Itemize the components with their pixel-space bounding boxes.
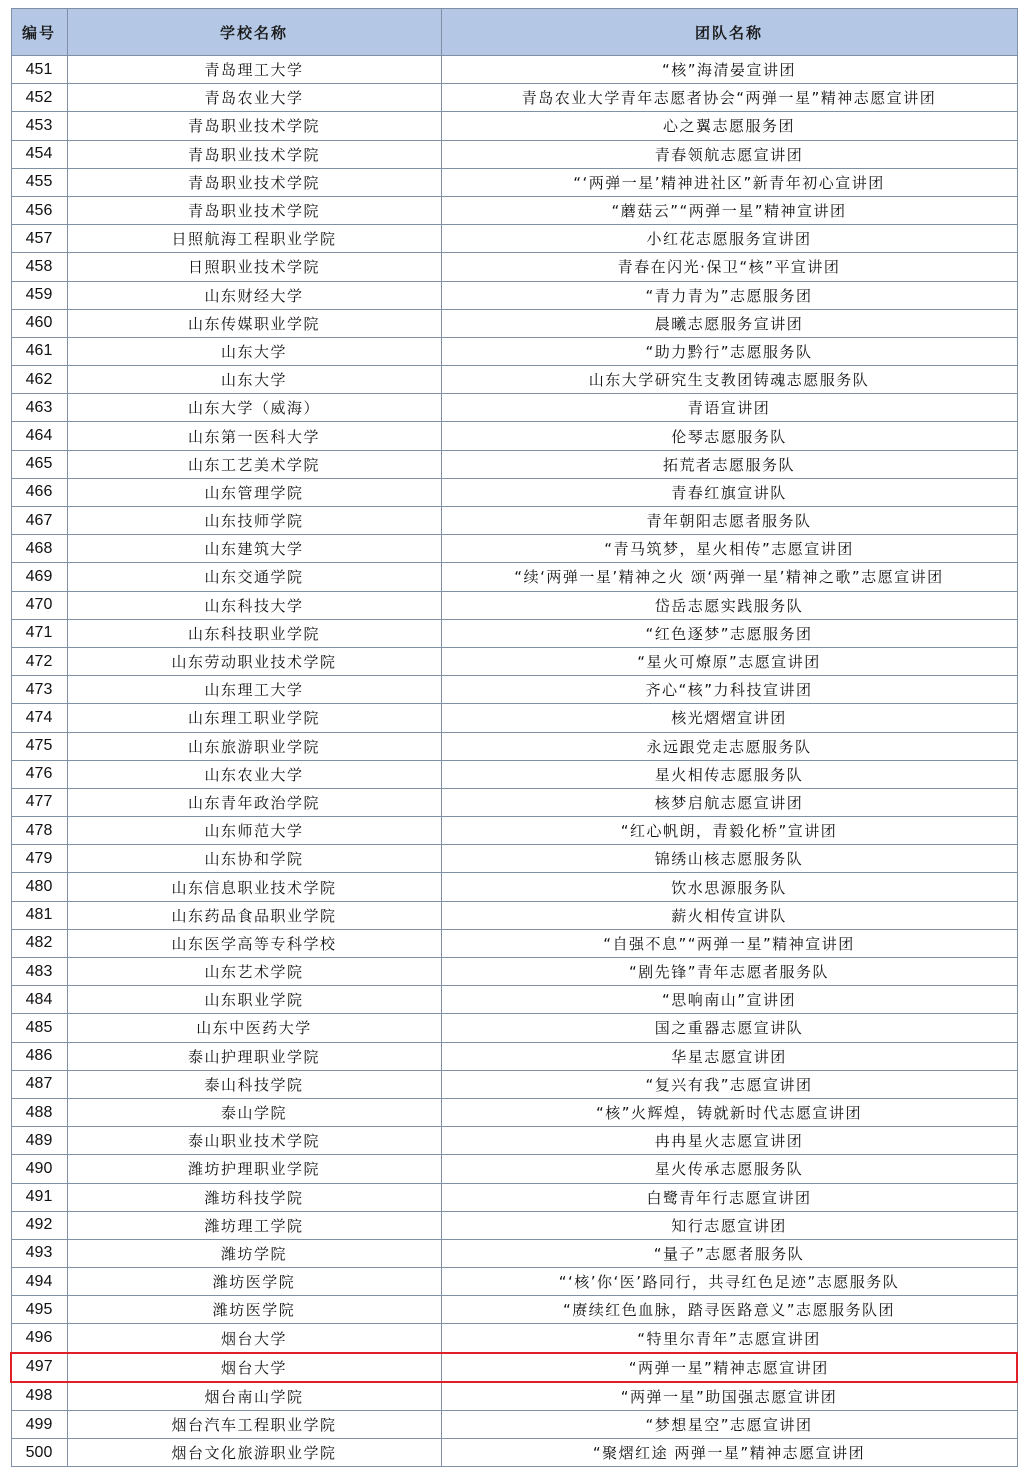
- table-row: [11, 1070, 1017, 1098]
- cell-id: 490: [11, 1155, 67, 1183]
- table-row: [11, 168, 1017, 196]
- cell-team-name: “红心帆朗，青毅化桥”宣讲团: [441, 817, 1017, 845]
- table-row: [11, 845, 1017, 873]
- table-row: [11, 394, 1017, 422]
- cell-id: 471: [11, 619, 67, 647]
- table-row: [11, 507, 1017, 535]
- table-row: [11, 958, 1017, 986]
- table-row: [11, 56, 1017, 84]
- cell-id: 484: [11, 986, 67, 1014]
- cell-school-name: 山东职业学院: [67, 986, 441, 1014]
- cell-id: 461: [11, 337, 67, 365]
- cell-team-name: 华星志愿宣讲团: [441, 1042, 1017, 1070]
- cell-id: 499: [11, 1411, 67, 1439]
- table-row: [11, 309, 1017, 337]
- cell-school-name: 山东建筑大学: [67, 535, 441, 563]
- cell-team-name: “赓续红色血脉，踏寻医路意义”志愿服务队团: [441, 1296, 1017, 1324]
- cell-id: 454: [11, 140, 67, 168]
- cell-id: 479: [11, 845, 67, 873]
- table-row: [11, 732, 1017, 760]
- cell-team-name: 锦绣山核志愿服务队: [441, 845, 1017, 873]
- cell-school-name: 山东劳动职业技术学院: [67, 647, 441, 675]
- cell-id: 469: [11, 563, 67, 591]
- cell-school-name: 日照航海工程职业学院: [67, 225, 441, 253]
- cell-school-name: 烟台大学: [67, 1324, 441, 1353]
- cell-school-name: 潍坊科技学院: [67, 1183, 441, 1211]
- cell-team-name: “‘核’你‘医’路同行，共寻红色足迹”志愿服务队: [441, 1268, 1017, 1296]
- cell-team-name: 青春红旗宣讲队: [441, 478, 1017, 506]
- table-row: [11, 563, 1017, 591]
- cell-id: 500: [11, 1439, 67, 1467]
- cell-team-name: 齐心“核”力科技宣讲团: [441, 676, 1017, 704]
- cell-team-name: 心之翼志愿服务团: [441, 112, 1017, 140]
- cell-team-name: “剧先锋”青年志愿者服务队: [441, 958, 1017, 986]
- cell-school-name: 山东药品食品职业学院: [67, 901, 441, 929]
- cell-id: 466: [11, 478, 67, 506]
- cell-school-name: 山东农业大学: [67, 760, 441, 788]
- cell-school-name: 烟台汽车工程职业学院: [67, 1411, 441, 1439]
- cell-school-name: 山东财经大学: [67, 281, 441, 309]
- table-row: [11, 1268, 1017, 1296]
- cell-id: 494: [11, 1268, 67, 1296]
- cell-team-name: 星火相传志愿服务队: [441, 760, 1017, 788]
- cell-team-name: “聚熠红途 两弹一星”精神志愿宣讲团: [441, 1439, 1017, 1467]
- cell-team-name: 青语宣讲团: [441, 394, 1017, 422]
- table-row: [11, 1014, 1017, 1042]
- table-row: [11, 1439, 1017, 1467]
- table-body: [11, 56, 1017, 1467]
- cell-school-name: 山东交通学院: [67, 563, 441, 591]
- cell-team-name: 核光熠熠宣讲团: [441, 704, 1017, 732]
- cell-team-name: “续‘两弹一星’精神之火 颂‘两弹一星’精神之歌”志愿宣讲团: [441, 563, 1017, 591]
- header-id: 编号: [11, 9, 67, 56]
- table-row: [11, 253, 1017, 281]
- header-team-name: 团队名称: [441, 9, 1017, 56]
- cell-team-name: 薪火相传宣讲队: [441, 901, 1017, 929]
- cell-id: 473: [11, 676, 67, 704]
- table-row: [11, 112, 1017, 140]
- table-row: [11, 366, 1017, 394]
- cell-id: 482: [11, 929, 67, 957]
- cell-id: 481: [11, 901, 67, 929]
- cell-id: 464: [11, 422, 67, 450]
- cell-id: 470: [11, 591, 67, 619]
- cell-school-name: 青岛职业技术学院: [67, 168, 441, 196]
- table-row: [11, 901, 1017, 929]
- cell-id: 472: [11, 647, 67, 675]
- cell-school-name: 潍坊理工学院: [67, 1211, 441, 1239]
- cell-team-name: “特里尔青年”志愿宣讲团: [441, 1324, 1017, 1353]
- cell-team-name: 知行志愿宣讲团: [441, 1211, 1017, 1239]
- cell-school-name: 山东青年政治学院: [67, 788, 441, 816]
- cell-team-name: “复兴有我”志愿宣讲团: [441, 1070, 1017, 1098]
- cell-school-name: 烟台大学: [67, 1353, 441, 1382]
- table-row: [11, 1211, 1017, 1239]
- cell-id: 452: [11, 84, 67, 112]
- table-row: [11, 1382, 1017, 1411]
- cell-school-name: 日照职业技术学院: [67, 253, 441, 281]
- cell-school-name: 山东科技大学: [67, 591, 441, 619]
- cell-school-name: 泰山科技学院: [67, 1070, 441, 1098]
- cell-school-name: 青岛职业技术学院: [67, 140, 441, 168]
- cell-id: 476: [11, 760, 67, 788]
- table-row-highlighted: [11, 1353, 1017, 1382]
- cell-school-name: 山东理工大学: [67, 676, 441, 704]
- cell-team-name: 岱岳志愿实践服务队: [441, 591, 1017, 619]
- cell-team-name: 晨曦志愿服务宣讲团: [441, 309, 1017, 337]
- cell-school-name: 青岛理工大学: [67, 56, 441, 84]
- cell-team-name: “助力黔行”志愿服务队: [441, 337, 1017, 365]
- table-row: [11, 1155, 1017, 1183]
- table-row: [11, 1296, 1017, 1324]
- cell-school-name: 青岛职业技术学院: [67, 196, 441, 224]
- cell-id: 459: [11, 281, 67, 309]
- cell-team-name: “青力青为”志愿服务团: [441, 281, 1017, 309]
- cell-school-name: 山东艺术学院: [67, 958, 441, 986]
- table-row: [11, 450, 1017, 478]
- cell-school-name: 山东协和学院: [67, 845, 441, 873]
- table-row: [11, 535, 1017, 563]
- table-row: [11, 1239, 1017, 1267]
- table-row: [11, 225, 1017, 253]
- cell-school-name: 山东工艺美术学院: [67, 450, 441, 478]
- cell-team-name: 青岛农业大学青年志愿者协会“两弹一星”精神志愿宣讲团: [441, 84, 1017, 112]
- cell-team-name: 饮水思源服务队: [441, 873, 1017, 901]
- cell-id: 492: [11, 1211, 67, 1239]
- cell-school-name: 山东信息职业技术学院: [67, 873, 441, 901]
- cell-team-name: 冉冉星火志愿宣讲团: [441, 1127, 1017, 1155]
- cell-school-name: 山东传媒职业学院: [67, 309, 441, 337]
- cell-school-name: 山东技师学院: [67, 507, 441, 535]
- header-school-name: 学校名称: [67, 9, 441, 56]
- cell-id: 486: [11, 1042, 67, 1070]
- cell-team-name: “梦想星空”志愿宣讲团: [441, 1411, 1017, 1439]
- table-header: [11, 9, 1017, 56]
- cell-id: 488: [11, 1098, 67, 1126]
- table-row: [11, 1183, 1017, 1211]
- cell-team-name: 拓荒者志愿服务队: [441, 450, 1017, 478]
- cell-team-name: 伦琴志愿服务队: [441, 422, 1017, 450]
- cell-id: 478: [11, 817, 67, 845]
- cell-id: 457: [11, 225, 67, 253]
- cell-id: 498: [11, 1382, 67, 1411]
- cell-school-name: 山东医学高等专科学校: [67, 929, 441, 957]
- table-row: [11, 676, 1017, 704]
- cell-school-name: 青岛农业大学: [67, 84, 441, 112]
- cell-school-name: 山东师范大学: [67, 817, 441, 845]
- table-row: [11, 196, 1017, 224]
- cell-team-name: “‘两弹一星’精神进社区”新青年初心宣讲团: [441, 168, 1017, 196]
- cell-team-name: “红色逐梦”志愿服务团: [441, 619, 1017, 647]
- cell-team-name: 青春在闪光·保卫“核”平宣讲团: [441, 253, 1017, 281]
- cell-school-name: 山东科技职业学院: [67, 619, 441, 647]
- cell-school-name: 山东大学: [67, 366, 441, 394]
- table-row: [11, 619, 1017, 647]
- cell-school-name: 烟台文化旅游职业学院: [67, 1439, 441, 1467]
- cell-id: 474: [11, 704, 67, 732]
- table-row: [11, 986, 1017, 1014]
- cell-id: 467: [11, 507, 67, 535]
- cell-id: 456: [11, 196, 67, 224]
- cell-team-name: 白鹭青年行志愿宣讲团: [441, 1183, 1017, 1211]
- table-row: [11, 873, 1017, 901]
- cell-id: 489: [11, 1127, 67, 1155]
- header-row: [11, 9, 1017, 56]
- table-row: [11, 84, 1017, 112]
- team-list-table: [10, 8, 1018, 1467]
- cell-school-name: 山东旅游职业学院: [67, 732, 441, 760]
- table-row: [11, 760, 1017, 788]
- cell-id: 477: [11, 788, 67, 816]
- cell-id: 497: [11, 1353, 67, 1382]
- cell-team-name: “两弹一星”助国强志愿宣讲团: [441, 1382, 1017, 1411]
- cell-school-name: 泰山学院: [67, 1098, 441, 1126]
- cell-school-name: 青岛职业技术学院: [67, 112, 441, 140]
- cell-id: 460: [11, 309, 67, 337]
- cell-team-name: 核梦启航志愿宣讲团: [441, 788, 1017, 816]
- cell-id: 462: [11, 366, 67, 394]
- table-row: [11, 1411, 1017, 1439]
- cell-school-name: 山东理工职业学院: [67, 704, 441, 732]
- cell-id: 455: [11, 168, 67, 196]
- cell-id: 451: [11, 56, 67, 84]
- cell-id: 483: [11, 958, 67, 986]
- cell-team-name: “星火可燎原”志愿宣讲团: [441, 647, 1017, 675]
- cell-school-name: 山东大学（威海）: [67, 394, 441, 422]
- cell-id: 468: [11, 535, 67, 563]
- cell-team-name: “核”火辉煌，铸就新时代志愿宣讲团: [441, 1098, 1017, 1126]
- table-row: [11, 704, 1017, 732]
- table-row: [11, 817, 1017, 845]
- cell-team-name: “量子”志愿者服务队: [441, 1239, 1017, 1267]
- cell-team-name: “两弹一星”精神志愿宣讲团: [441, 1353, 1017, 1382]
- table-row: [11, 422, 1017, 450]
- cell-school-name: 潍坊医学院: [67, 1268, 441, 1296]
- cell-id: 491: [11, 1183, 67, 1211]
- cell-school-name: 山东管理学院: [67, 478, 441, 506]
- table-row: [11, 478, 1017, 506]
- cell-team-name: 永远跟党走志愿服务队: [441, 732, 1017, 760]
- cell-school-name: 潍坊护理职业学院: [67, 1155, 441, 1183]
- cell-team-name: “思响南山”宣讲团: [441, 986, 1017, 1014]
- table-row: [11, 1098, 1017, 1126]
- cell-team-name: 小红花志愿服务宣讲团: [441, 225, 1017, 253]
- table-row: [11, 1127, 1017, 1155]
- cell-id: 480: [11, 873, 67, 901]
- cell-team-name: 山东大学研究生支教团铸魂志愿服务队: [441, 366, 1017, 394]
- cell-team-name: 星火传承志愿服务队: [441, 1155, 1017, 1183]
- cell-id: 458: [11, 253, 67, 281]
- cell-school-name: 泰山职业技术学院: [67, 1127, 441, 1155]
- cell-school-name: 山东大学: [67, 337, 441, 365]
- cell-team-name: 青年朝阳志愿者服务队: [441, 507, 1017, 535]
- cell-id: 493: [11, 1239, 67, 1267]
- cell-school-name: 山东中医药大学: [67, 1014, 441, 1042]
- cell-id: 463: [11, 394, 67, 422]
- cell-school-name: 潍坊医学院: [67, 1296, 441, 1324]
- table-row: [11, 281, 1017, 309]
- cell-id: 496: [11, 1324, 67, 1353]
- table-row: [11, 647, 1017, 675]
- table-row: [11, 1042, 1017, 1070]
- cell-school-name: 泰山护理职业学院: [67, 1042, 441, 1070]
- cell-id: 475: [11, 732, 67, 760]
- table-row: [11, 591, 1017, 619]
- cell-team-name: 青春领航志愿宣讲团: [441, 140, 1017, 168]
- cell-school-name: 潍坊学院: [67, 1239, 441, 1267]
- table-row: [11, 929, 1017, 957]
- cell-team-name: 国之重器志愿宣讲队: [441, 1014, 1017, 1042]
- table-row: [11, 337, 1017, 365]
- cell-team-name: “青马筑梦，星火相传”志愿宣讲团: [441, 535, 1017, 563]
- cell-id: 485: [11, 1014, 67, 1042]
- table-row: [11, 140, 1017, 168]
- cell-team-name: “自强不息”“两弹一星”精神宣讲团: [441, 929, 1017, 957]
- cell-id: 453: [11, 112, 67, 140]
- table-row: [11, 788, 1017, 816]
- cell-id: 495: [11, 1296, 67, 1324]
- cell-id: 487: [11, 1070, 67, 1098]
- table-row: [11, 1324, 1017, 1353]
- cell-team-name: “蘑菇云”“两弹一星”精神宣讲团: [441, 196, 1017, 224]
- cell-school-name: 烟台南山学院: [67, 1382, 441, 1411]
- cell-school-name: 山东第一医科大学: [67, 422, 441, 450]
- cell-team-name: “核”海清晏宣讲团: [441, 56, 1017, 84]
- cell-id: 465: [11, 450, 67, 478]
